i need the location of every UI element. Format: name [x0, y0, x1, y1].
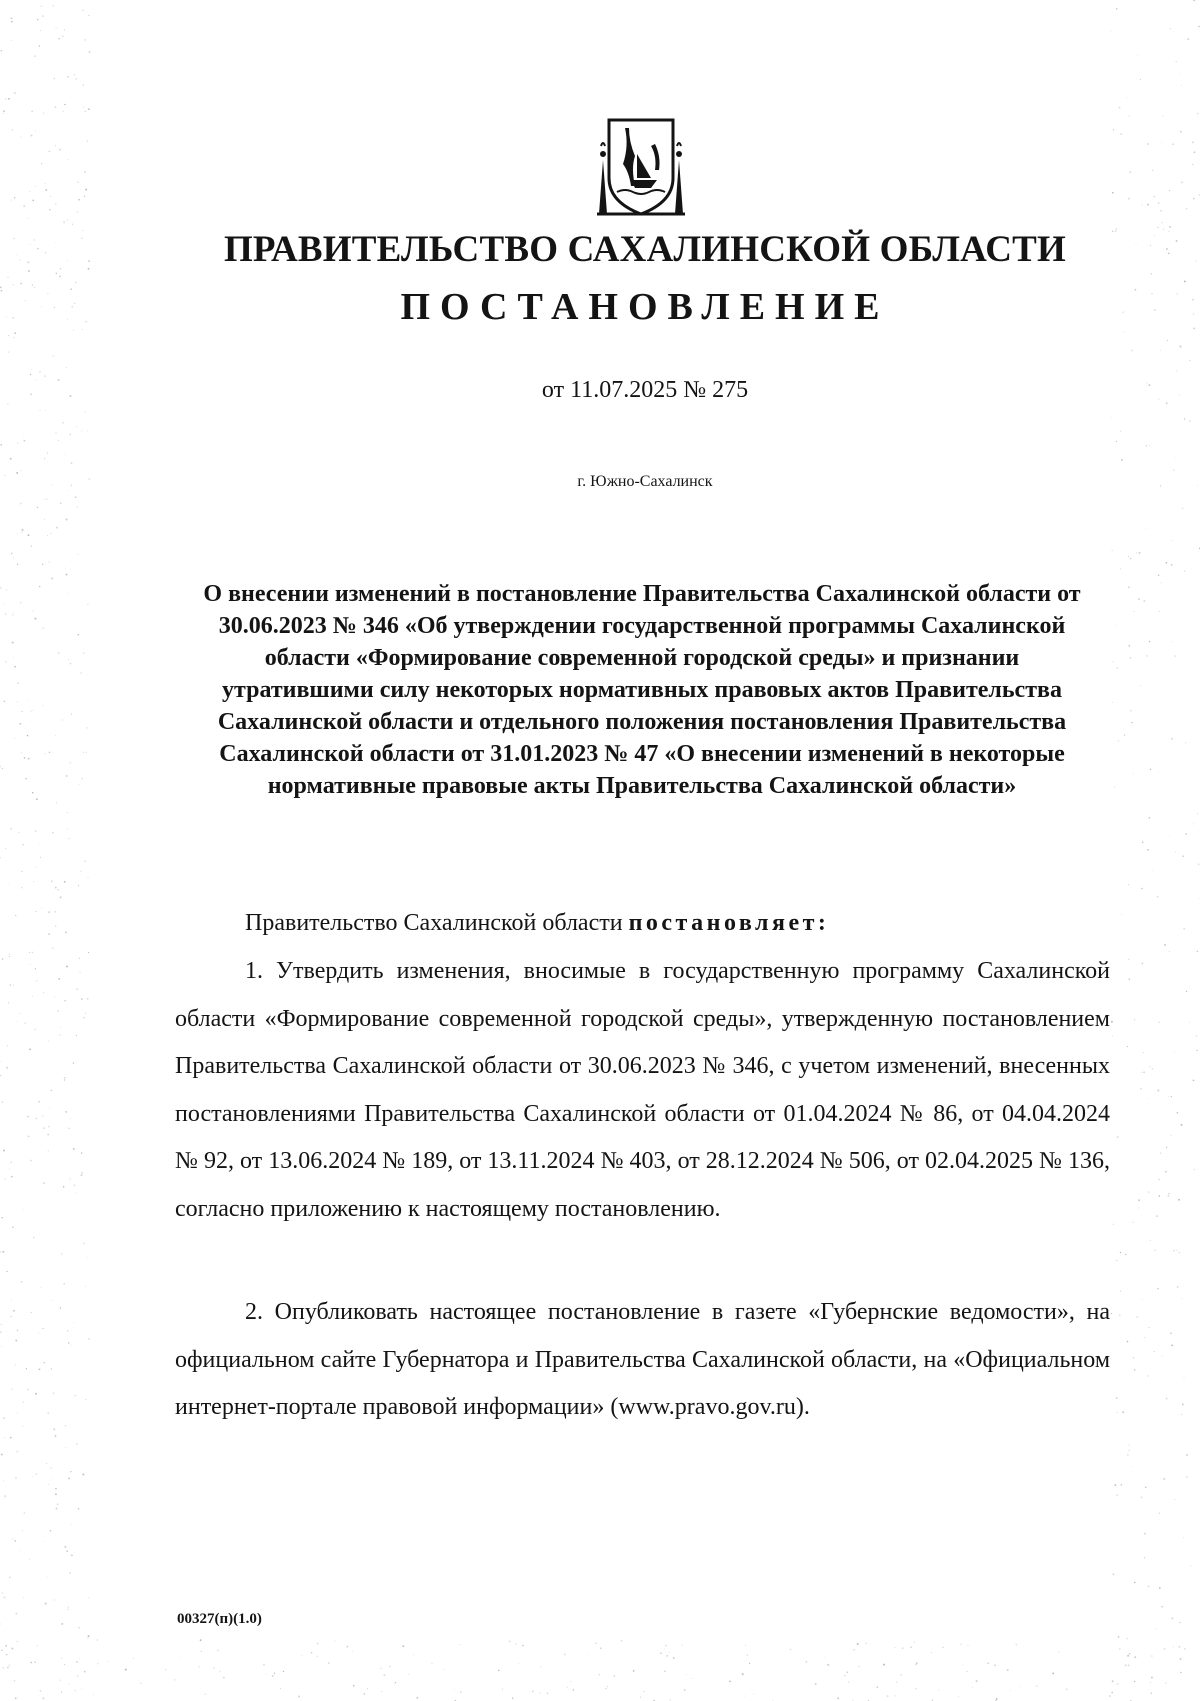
footer-document-code: 00327(п)(1.0): [177, 1611, 262, 1627]
sakhalin-coat-of-arms-icon: [595, 116, 687, 216]
document-date-number: от 11.07.2025 № 275: [541, 377, 749, 403]
document-city: г. Южно-Сахалинск: [577, 473, 713, 490]
paragraph-2: 2. Опубликовать настоящее постановление в газете «Губернские ведомости», на официальном сайте Губернатора и Правительства Сахалинской области, на «Официальном интернет-портале правовой информации» (www.pravo.gov.ru).: [175, 1299, 1110, 1420]
document-type: ПОСТАНОВЛЕНИЕ: [400, 286, 890, 328]
paragraph-1: 1. Утвердить изменения, вносимые в государственную программу Сахалинской области «Формирование современной городской среды», утвержденную постановлением Правительства Сахалинской области от 30.06.2023 № 346, с учетом изменений, внесенных постановлениями Правительства Сахалинской области от 01.04.2024 № 86, от 04.04.2024 № 92, от 13.06.2024 № 189, от 13.11.2024 № 403, от 28.12.2024 № 506, от 02.04.2025 № 136, согласно приложению к настоящему постановлению.: [175, 958, 1110, 1222]
document-subject: О внесении изменений в постановление Правительства Сахалинской области от 30.06.2023 № 346 «Об утверждении государственной программы Сахалинской области «Формирование современной городской среды» и признании утратившими силу некоторых нормативных правовых актов Правительства Сахалинской области и отдельного положения постановления Правительства Сахалинской области от 31.01.2023 № 47 «О внесении изменений в некоторые нормативные правовые акты Правительства Сахалинской области»: [203, 581, 1081, 799]
government-title: ПРАВИТЕЛЬСТВО САХАЛИНСКОЙ ОБЛАСТИ: [223, 229, 1067, 270]
preamble-action: постановляет:: [628, 910, 830, 936]
preamble: [245, 907, 1105, 939]
preamble-text: Правительство Сахалинской области: [245, 910, 623, 936]
